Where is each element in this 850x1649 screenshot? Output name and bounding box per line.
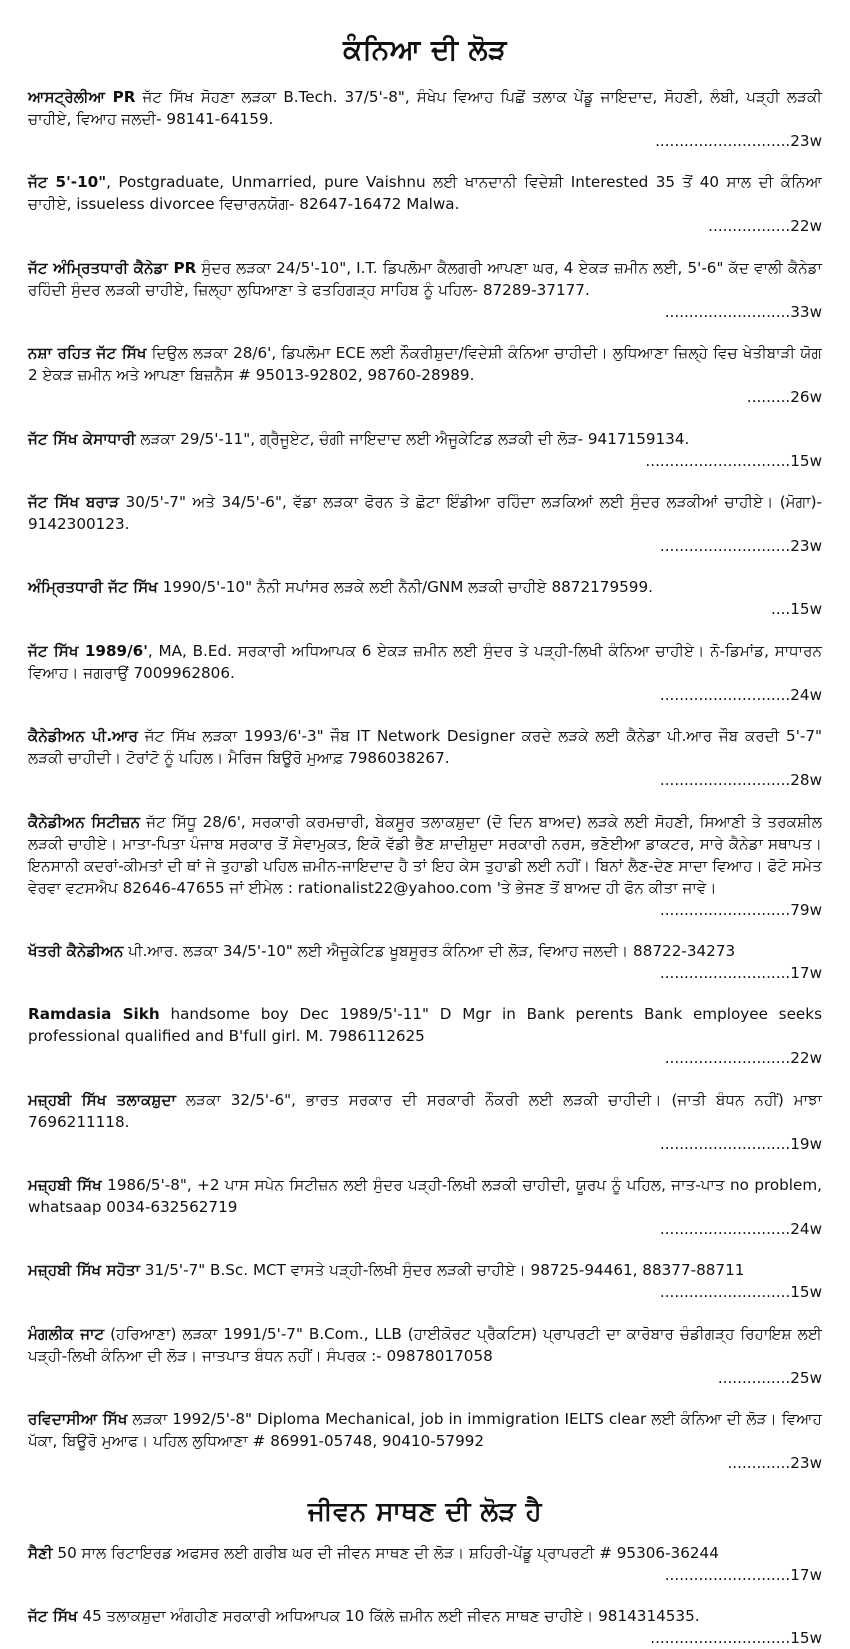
- classified-ad: [28, 1003, 822, 1069]
- ad-lead: ਖੱਤਰੀ ਕੈਨੇਡੀਅਨ: [28, 941, 124, 960]
- ad-body: 45 ਤਲਾਕਸ਼ੁਦਾ ਅੰਗਹੀਣ ਸਰਕਾਰੀ ਅਧਿਆਪਕ 10 ਕਿੱਲੇ ਜ਼ਮੀਨ ਲਈ ਜੀਵਨ ਸਾਥਣ ਚਾਹੀਏ। 9814314535.: [77, 1607, 700, 1626]
- ad-code: ..........................33w: [664, 302, 822, 321]
- ad-body: , Postgraduate, Unmarried, pure Vaishnu ਲਈ ਖਾਨਦਾਨੀ ਵਿਦੇਸ਼ੀ Interested 35 ਤੋਂ 40 ਸਾਲ ਦੀ ਕੰਨਿਆ ਚਾਹੀਏ, issueless divorcee ਵਿਚਾਰਨਯੋਗ- 82647-16472 Malwa.: [28, 173, 822, 214]
- classified-ad: [28, 640, 822, 706]
- classified-ad: [28, 257, 822, 323]
- classified-ad: [28, 1259, 822, 1303]
- ad-code: ...........................24w: [659, 685, 822, 704]
- classified-ad: [28, 1323, 822, 1389]
- ad-code: ...........................15w: [659, 1283, 822, 1302]
- ad-lead: ਮਜ਼੍ਹਬੀ ਸਿੱਖ: [28, 1176, 102, 1195]
- ad-lead: ਜੱਟ ਅੰਮ੍ਰਿਤਧਾਰੀ ਕੈਨੇਡਾ PR: [28, 258, 197, 277]
- classified-ad: [28, 1605, 822, 1649]
- ad-code: .................22w: [708, 217, 822, 236]
- classified-ad: [28, 342, 822, 408]
- classified-ad: [28, 725, 822, 791]
- ad-code: ..........................22w: [664, 1049, 822, 1068]
- ad-code: ...........................24w: [659, 1220, 822, 1239]
- section-heading-brides: ਕੰਨਿਆ ਦੀ ਲੋੜ: [343, 33, 507, 66]
- classified-ad: [28, 576, 822, 620]
- ad-body: ਦਿਉਲ ਲੜਕਾ 28/6', ਡਿਪਲੋਮਾ ECE ਲਈ ਨੌਕਰੀਸ਼ੁਦਾ/ਵਿਦੇਸ਼ੀ ਕੰਨਿਆ ਚਾਹੀਦੀ। ਲੁਧਿਆਣਾ ਜ਼ਿਲ੍ਹੇ ਵਿਚ ਖੇਤੀਬਾੜੀ ਯੋਗ 2 ਏਕੜ ਜ਼ਮੀਨ ਅਤੇ ਆਪਣਾ ਬਿਜ਼ਨੈਸ # 95013-92802, 98760-28989.: [28, 344, 823, 385]
- classified-ad: [28, 1174, 822, 1240]
- ad-body: ਪੀ.ਆਰ. ਲੜਕਾ 34/5'-10" ਲਈ ਐਜੂਕੇਟਿਡ ਖੂਬਸੂਰਤ ਕੰਨਿਆ ਦੀ ਲੋੜ, ਵਿਆਹ ਜਲਦੀ। 88722-34273: [123, 941, 736, 960]
- ad-code: ...........................19w: [659, 1134, 822, 1153]
- ad-body: ਲੜਕਾ 1992/5'-8" Diploma Mechanical, job in immigration IELTS clear ਲਈ ਕੰਨਿਆ ਦੀ ਲੋੜ। ਵਿਆਹ ਪੱਕਾ, ਬਿਊਰੋ ਮੁਆਫ। ਪਹਿਲ ਲੁਧਿਆਣਾ # 86991-05748, 90410-57992: [28, 1410, 822, 1451]
- ad-code: .............................15w: [650, 1629, 822, 1648]
- ad-body: 31/5'-7" B.Sc. MCT ਵਾਸਤੇ ਪੜ੍ਹੀ-ਲਿਖੀ ਸੁੰਦਰ ਲੜਕੀ ਚਾਹੀਏ। 98725-94461, 88377-88711: [139, 1261, 745, 1280]
- ad-code: ...........................28w: [659, 771, 822, 790]
- ad-lead: ਅੰਮ੍ਰਿਤਧਾਰੀ ਜੱਟ ਸਿੱਖ: [28, 578, 158, 597]
- ad-body: handsome boy Dec 1989/5'-11" D Mgr in Bank perents Bank employee seeks professional qualified and B'full girl. M. 7986112625: [28, 1005, 822, 1046]
- ad-lead: ਮਜ਼੍ਹਬੀ ਸਿੱਖ ਤਲਾਕਸ਼ੁਦਾ: [28, 1090, 176, 1109]
- classified-ad: [28, 940, 822, 984]
- ad-code: ...........................23w: [659, 536, 822, 555]
- classified-ad: [28, 1542, 822, 1586]
- ad-body: (ਹਰਿਆਣਾ) ਲੜਕਾ 1991/5'-7" B.Com., LLB (ਹਾਈਕੋਰਟ ਪ੍ਰੈਕਟਿਸ) ਪ੍ਰਾਪਰਟੀ ਦਾ ਕਾਰੋਬਾਰ ਚੰਡੀਗੜ੍ਹ ਰਿਹਾਇਸ਼ ਲਈ ਪੜ੍ਹੀ-ਲਿਖੀ ਕੰਨਿਆ ਦੀ ਲੋੜ। ਜਾਤਪਾਤ ਬੰਧਨ ਨਹੀਂ। ਸੰਪਰਕ :- 09878017058: [28, 1324, 822, 1365]
- ad-code: ..............................15w: [645, 451, 822, 470]
- ad-body: , MA, B.Ed. ਸਰਕਾਰੀ ਅਧਿਆਪਕ 6 ਏਕੜ ਜ਼ਮੀਨ ਲਈ ਸੁੰਦਰ ਤੇ ਪੜ੍ਹੀ-ਲਿਖੀ ਕੰਨਿਆ ਚਾਹੀਏ। ਨੋ-ਡਿਮਾਂਡ, ਸਾਧਾਰਨ ਵਿਆਹ। ਜਗਰਾਉਂ 7009962806.: [28, 641, 822, 682]
- ad-code: ...............25w: [717, 1368, 822, 1387]
- brides-ads-list: [28, 86, 822, 1474]
- ad-code: ..........................17w: [664, 1565, 822, 1584]
- classified-ad: [28, 86, 822, 152]
- ad-code: .........26w: [746, 388, 822, 407]
- ad-lead: ਜੱਟ ਸਿੱਖ: [28, 1607, 78, 1626]
- ad-body: 30/5'-7" ਅਤੇ 34/5'-6", ਵੱਡਾ ਲੜਕਾ ਫੋਰਨ ਤੇ ਛੋਟਾ ਇੰਡੀਆ ਰਹਿੰਦਾ ਲੜਕਿਆਂ ਲਈ ਸੁੰਦਰ ਲੜਕੀਆਂ ਚਾਹੀਏ। (ਮੋਗਾ)- 9142300123.: [28, 492, 822, 533]
- classified-ad: [28, 491, 822, 557]
- ad-code: ....15w: [770, 600, 822, 619]
- ad-lead: ਆਸਟ੍ਰੇਲੀਆ PR: [28, 88, 136, 106]
- ad-lead: ਜੱਟ 5'-10": [28, 173, 107, 192]
- ad-lead: Ramdasia Sikh: [28, 1005, 160, 1024]
- ad-lead: ਮਜ਼੍ਹਬੀ ਸਿੱਖ ਸਹੋਤਾ: [28, 1261, 140, 1280]
- ad-body: ਜੱਟ ਸਿੱਖ ਸੋਹਣਾ ਲੜਕਾ B.Tech. 37/5'-8", ਸੰਖੇਪ ਵਿਆਹ ਪਿਛੋਂ ਤਲਾਕ ਪੇਂਡੂ ਜਾਇਦਾਦ, ਸੋਹਣੀ, ਲੰਬੀ, ਪੜ੍ਹੀ ਲੜਕੀ ਚਾਹੀਏ, ਵਿਆਹ ਜਲਦੀ- 98141-64159.: [28, 88, 822, 128]
- life-partner-ads-list: [28, 1542, 822, 1649]
- classified-ad: [28, 811, 822, 921]
- ad-code: .............23w: [727, 1454, 822, 1473]
- ad-lead: ਕੈਨੇਡੀਅਨ ਸਿਟੀਜ਼ਨ: [28, 812, 141, 831]
- classified-ad: [28, 1089, 822, 1155]
- classified-ad: [28, 428, 822, 472]
- ad-lead: ਜੱਟ ਸਿੱਖ ਕੇਸਾਧਾਰੀ: [28, 429, 136, 448]
- ad-code: ............................23w: [655, 132, 822, 150]
- classified-ad: [28, 171, 822, 237]
- ad-code: ...........................79w: [659, 900, 822, 919]
- ad-lead: ਜੱਟ ਸਿੱਖ 1989/6': [28, 641, 148, 660]
- classified-ad: [28, 1408, 822, 1474]
- ad-lead: ਮੰਗਲੀਕ ਜਾਟ: [28, 1324, 105, 1343]
- ad-lead: ਨਸ਼ਾ ਰਹਿਤ ਜੱਟ ਸਿੱਖ: [28, 344, 147, 363]
- ad-body: 50 ਸਾਲ ਰਿਟਾਇਰਡ ਅਫਸਰ ਲਈ ਗਰੀਬ ਘਰ ਦੀ ਜੀਵਨ ਸਾਥਣ ਦੀ ਲੋੜ। ਸ਼ਹਿਰੀ-ਪੇਂਡੂ ਪ੍ਰਾਪਰਟੀ # 95306-36244: [52, 1543, 719, 1562]
- ad-body: ਲੜਕਾ 29/5'-11", ਗ੍ਰੈਜੂਏਟ, ਚੰਗੀ ਜਾਇਦਾਦ ਲਈ ਐਜੂਕੇਟਿਡ ਲੜਕੀ ਦੀ ਲੋੜ- 9417159134.: [135, 429, 690, 448]
- ad-body: ਸੁੰਦਰ ਲੜਕਾ 24/5'-10", I.T. ਡਿਪਲੋਮਾ ਕੈਲਗਰੀ ਆਪਣਾ ਘਰ, 4 ਏਕੜ ਜ਼ਮੀਨ ਲਈ, 5'-6" ਕੱਦ ਵਾਲੀ ਕੈਨੇਡਾ ਰਹਿੰਦੀ ਸੁੰਦਰ ਲੜਕੀ ਚਾਹੀਏ, ਜ਼ਿਲ੍ਹਾ ਲੁਧਿਆਣਾ ਤੇ ਫਤਹਿਗੜ੍ਹ ਸਾਹਿਬ ਨੂੰ ਪਹਿਲ- 87289-37177.: [28, 258, 822, 299]
- ad-lead: ਰਵਿਦਾਸੀਆ ਸਿੱਖ: [28, 1410, 128, 1429]
- ad-body: 1990/5'-10" ਨੈਨੀ ਸਪਾਂਸਰ ਲੜਕੇ ਲਈ ਨੈਨੀ/GNM ਲੜਕੀ ਚਾਹੀਏ 8872179599.: [157, 578, 653, 597]
- ad-lead: ਕੈਨੇਡੀਅਨ ਪੀ.ਆਰ: [28, 727, 139, 746]
- ad-body: ਜੱਟ ਸਿੱਧੂ 28/6', ਸਰਕਾਰੀ ਕਰਮਚਾਰੀ, ਬੇਕਸੂਰ ਤਲਾਕਸ਼ੁਦਾ (ਦੋ ਦਿਨ ਬਾਅਦ) ਲੜਕੇ ਲਈ ਸੋਹਣੀ, ਸਿਆਣੀ ਤੇ ਤਰਕਸ਼ੀਲ ਲੜਕੀ ਚਾਹੀਏ। ਮਾਤਾ-ਪਿਤਾ ਪੰਜਾਬ ਸਰਕਾਰ ਤੋਂ ਸੇਵਾਮੁਕਤ, ਇਕੋ ਵੱਡੀ ਭੈਣ ਸ਼ਾਦੀਸ਼ੁਦਾ ਸਰਕਾਰੀ ਨਰਸ, ਭਣੋਈਆ ਡਾਕਟਰ, ਸਾਰੇ ਕੈਨੇਡਾ ਸਥਾਪਤ। ਇਨਸਾਨੀ ਕਦਰਾਂ-ਕੀਮਤਾਂ ਦੀ ਥਾਂ ਜੇ ਤੁਹਾਡੀ ਪਹਿਲ ਜ਼ਮੀਨ-ਜਾਇਦਾਦ ਹੈ ਤਾਂ ਇਹ ਕੇਸ ਤੁਹਾਡੀ ਲਈ ਨਹੀਂ। ਬਿਨਾਂ ਲੈਣ-ਦੇਣ ਸਾਦਾ ਵਿਆਹ। ਫੋਟੋ ਸਮੇਤ ਵੇਰਵਾ ਵਟਸਐਪ 82646-47655 ਜਾਂ ਈਮੇਲ : rationalist22@yahoo.com 'ਤੇ ਭੇਜਣ ਤੋਂ ਬਾਅਦ ਹੀ ਫੋਨ ਕੀਤਾ ਜਾਵੇ।: [28, 812, 822, 897]
- ad-body: ਲੜਕਾ 32/5'-6", ਭਾਰਤ ਸਰਕਾਰ ਦੀ ਸਰਕਾਰੀ ਨੌਕਰੀ ਲਈ ਲੜਕੀ ਚਾਹੀਦੀ। (ਜਾਤੀ ਬੰਧਨ ਨਹੀਂ) ਮਾਝਾ 7696211118.: [28, 1090, 822, 1131]
- ad-body: ਜੱਟ ਸਿੱਖ ਲੜਕਾ 1993/6'-3" ਜੌਬ IT Network Designer ਕਰਦੇ ਲੜਕੇ ਲਈ ਕੈਨੇਡਾ ਪੀ.ਆਰ ਜੌਬ ਕਰਦੀ 5'-7" ਲੜਕੀ ਚਾਹੀਦੀ। ਟੋਰਾਂਟੋ ਨੂੰ ਪਹਿਲ। ਮੈਰਿਜ ਬਿਊਰੋ ਮੁਆਫ਼ 7986038267.: [28, 727, 822, 768]
- section-heading-life-partner: ਜੀਵਨ ਸਾਥਣ ਦੀ ਲੋੜ ਹੈ: [307, 1496, 543, 1527]
- ad-code: ...........................17w: [659, 963, 822, 982]
- ad-body: 1986/5'-8", +2 ਪਾਸ ਸਪੇਨ ਸਿਟੀਜ਼ਨ ਲਈ ਸੁੰਦਰ ਪੜ੍ਹੀ-ਲਿਖੀ ਲੜਕੀ ਚਾਹੀਦੀ, ਯੂਰਪ ਨੂੰ ਪਹਿਲ, ਜਾਤ-ਪਾਤ no problem, whatsaap 0034-632562719: [28, 1176, 822, 1217]
- ad-lead: ਸੈਣੀ: [28, 1543, 53, 1562]
- ad-lead: ਜੱਟ ਸਿੱਖ ਬਰਾੜ: [28, 492, 120, 511]
